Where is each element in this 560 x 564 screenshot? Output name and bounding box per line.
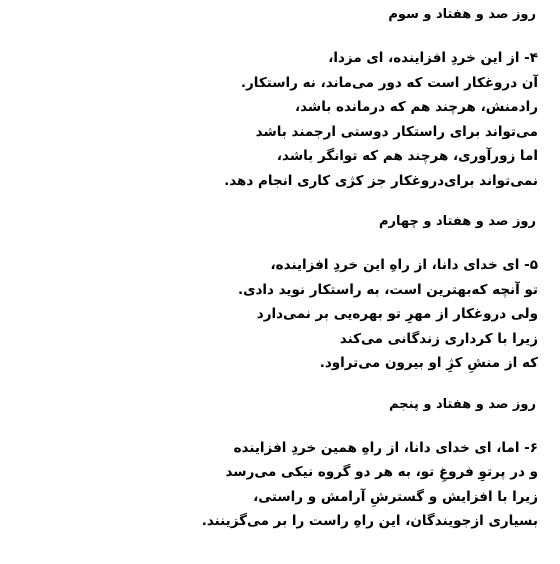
verse-block	[20, 46, 538, 193]
verse-line: تو آنچه که‌بهترین است، به راستکار نوید دادی.	[237, 281, 538, 298]
verse-line: زیرا با افزایش و گسترشِ آرامش و راستی،	[253, 488, 538, 505]
verse-line: که از منشِ کژِ او بیرون می‌تراود.	[319, 355, 538, 371]
verse-line: ۵- ای خدای دانا، از راهِ این خردِ افزاینده،	[270, 257, 538, 273]
verse-block	[20, 253, 538, 376]
verse-line: می‌تواند برای راستکار دوستی ارجمند باشد	[255, 123, 538, 140]
verse-block	[20, 436, 538, 534]
section-heading: روز صد و هفتاد و پنجم	[389, 396, 536, 412]
verse-line: ۶- اما، ای خدای دانا، از راهِ همین خردِ افزاینده	[233, 439, 538, 456]
section-heading: روز صد و هفتاد و سوم	[388, 7, 536, 22]
verse-line: اما زورآوری، هرچند هم که توانگر باشد،	[276, 148, 538, 164]
section-heading: روز صد و هفتاد و چهارم	[379, 214, 536, 229]
verse-line: بسیاری ازجویندگان، این راهِ راست را بر می‌گزینند.	[201, 513, 538, 529]
verse-line: و در پرتوِ فروغِ تو، به هر دو گروه نیکی می‌رسد	[225, 464, 538, 480]
verse-line: نمی‌تواند برای‌دروغکار جز کژی کاری انجام دهد.	[224, 172, 538, 189]
section-day-173	[20, 4, 538, 193]
verse-line: ۴- از این خردِ افزاینده، ای مزدا،	[328, 50, 538, 66]
verse-line: رادمنش، هرچند هم که درمانده باشد،	[295, 99, 538, 115]
section-day-175	[20, 394, 538, 534]
section-day-174	[20, 211, 538, 376]
verse-line: آن دروغکار است که دور می‌ماند، نه راستکار.	[240, 74, 538, 91]
verse-line: ولی دروغکار از مهرِ تو بهره‌یی بر نمی‌دارد	[256, 306, 538, 322]
verse-line: زیرا با کرداری زندگانی می‌کند	[339, 330, 538, 347]
